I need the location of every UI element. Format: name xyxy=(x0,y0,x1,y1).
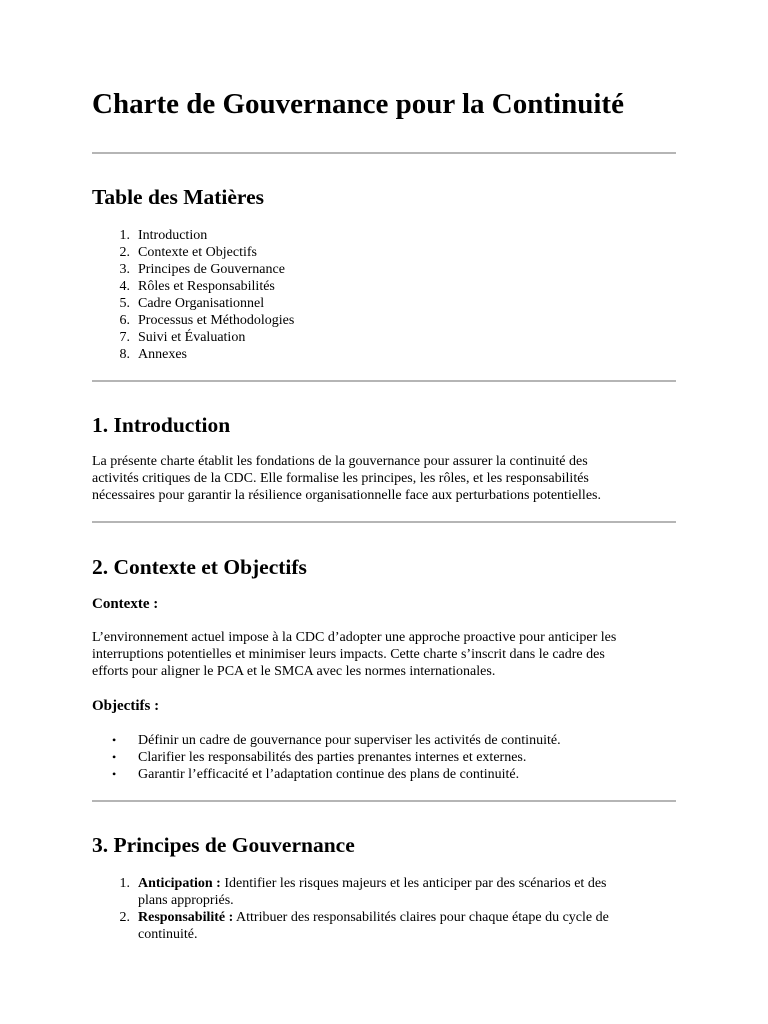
toc-item[interactable] xyxy=(92,329,676,346)
divider xyxy=(92,380,676,382)
paragraph-line: interruptions potentielles et minimiser leurs impacts. Cette charte s’inscrit dans le cadre des xyxy=(92,647,605,662)
contexte-paragraph xyxy=(92,629,676,680)
toc-item[interactable] xyxy=(92,346,676,363)
toc-item-label: Introduction xyxy=(138,228,208,243)
toc-list xyxy=(92,227,676,363)
list-item-text: plans appropriés. xyxy=(138,893,234,908)
toc-item-number: 2. xyxy=(119,245,130,260)
list-item-text: Clarifier les responsabilités des parties prenantes internes et externes. xyxy=(138,750,527,765)
list-item xyxy=(92,909,676,943)
list-item-text: Attribuer des responsabilités claires pour chaque étape du cycle de xyxy=(236,910,609,925)
subheading-objectifs: Objectifs : xyxy=(92,698,160,714)
toc-item[interactable] xyxy=(92,312,676,329)
toc-item-label: Annexes xyxy=(138,347,187,362)
paragraph-line: efforts pour aligner le PCA et le SMCA avec les normes internationales. xyxy=(92,664,496,679)
list-item-text: Identifier les risques majeurs et les anticiper par des scénarios et des xyxy=(224,876,607,891)
toc-item-label: Cadre Organisationnel xyxy=(138,296,265,311)
principles-list xyxy=(92,875,676,943)
toc-item-label: Processus et Méthodologies xyxy=(138,313,295,328)
bullet-icon: • xyxy=(112,750,117,764)
toc-item-label: Suivi et Évaluation xyxy=(138,330,246,345)
paragraph-line: activités critiques de la CDC. Elle formalise les principes, les rôles, et les responsabilités xyxy=(92,471,589,486)
list-item-text: continuité. xyxy=(138,927,198,942)
list-item-text: Garantir l’efficacité et l’adaptation continue des plans de continuité. xyxy=(138,767,520,782)
principle-lead: Responsabilité : xyxy=(138,910,234,925)
toc-item-number: 3. xyxy=(119,262,130,277)
subheading-contexte: Contexte : xyxy=(92,596,159,612)
section-heading-contexte: 2. Contexte et Objectifs xyxy=(92,555,307,579)
paragraph-line: L’environnement actuel impose à la CDC d’adopter une approche proactive pour anticiper les xyxy=(92,630,617,645)
toc-item-number: 6. xyxy=(119,313,130,328)
toc-item-number: 5. xyxy=(119,296,130,311)
toc-item-number: 7. xyxy=(119,330,130,345)
list-item xyxy=(92,766,676,783)
list-item xyxy=(92,875,676,909)
list-item xyxy=(92,732,676,749)
toc-item[interactable] xyxy=(92,261,676,278)
toc-item-number: 4. xyxy=(119,279,130,294)
bullet-icon: • xyxy=(112,733,117,747)
list-item xyxy=(92,749,676,766)
list-item-number: 2. xyxy=(119,910,130,925)
toc-item-label: Principes de Gouvernance xyxy=(138,262,285,277)
introduction-paragraph xyxy=(92,453,676,504)
toc-item[interactable] xyxy=(92,244,676,261)
toc-item[interactable] xyxy=(92,278,676,295)
divider xyxy=(92,521,676,523)
toc-item-label: Contexte et Objectifs xyxy=(138,245,257,260)
section-heading-introduction: 1. Introduction xyxy=(92,413,231,437)
list-item-text: Définir un cadre de gouvernance pour superviser les activités de continuité. xyxy=(138,733,561,748)
toc-item-number: 8. xyxy=(119,347,130,362)
toc-item-label: Rôles et Responsabilités xyxy=(138,279,275,294)
principle-lead: Anticipation : xyxy=(138,876,221,891)
divider xyxy=(92,152,676,154)
bullet-icon: • xyxy=(112,767,117,781)
toc-item[interactable] xyxy=(92,295,676,312)
divider xyxy=(92,800,676,802)
toc-item[interactable] xyxy=(92,227,676,244)
paragraph-line: nécessaires pour garantir la résilience organisationnelle face aux perturbations potentielles. xyxy=(92,488,601,503)
toc-heading: Table des Matières xyxy=(92,185,264,209)
list-item-number: 1. xyxy=(119,876,130,891)
section-heading-principes: 3. Principes de Gouvernance xyxy=(92,833,355,857)
objectives-list xyxy=(92,732,676,783)
document-title: Charte de Gouvernance pour la Continuité xyxy=(92,88,624,120)
toc-item-number: 1. xyxy=(119,228,130,243)
paragraph-line: La présente charte établit les fondations de la gouvernance pour assurer la continuité des xyxy=(92,454,588,469)
